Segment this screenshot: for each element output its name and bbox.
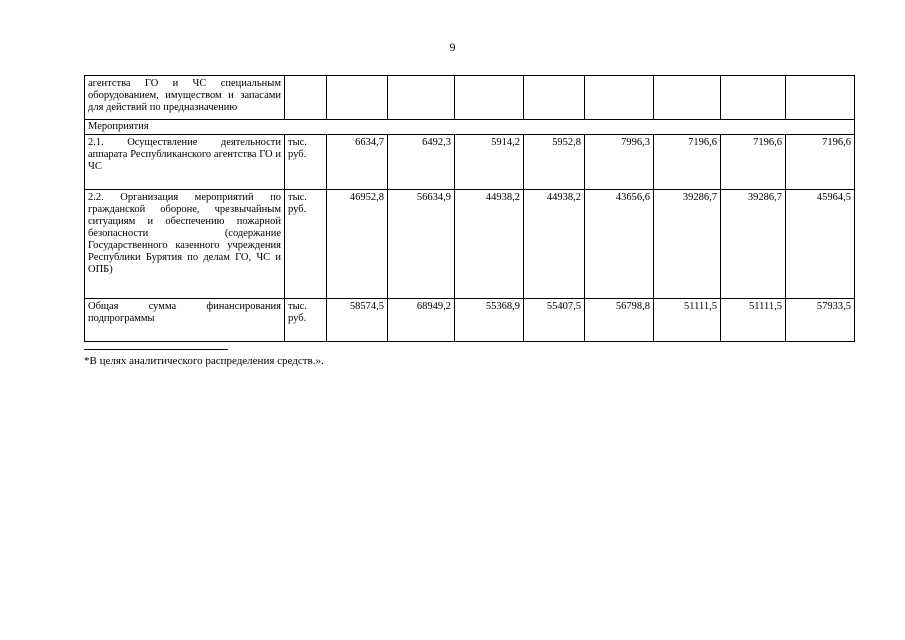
continuation-text: агентства ГО и ЧС специальным оборудованием, имуществом и запасами для действий по предназначению [85, 76, 285, 120]
value-cell: 51111,5 [654, 299, 721, 342]
value-cell: 7196,6 [654, 135, 721, 190]
empty-cell [585, 76, 654, 120]
financing-table [84, 75, 855, 342]
value-cell: 45964,5 [786, 190, 855, 299]
value-cell: 6492,3 [388, 135, 455, 190]
section-row [85, 120, 855, 135]
value-cell: 44938,2 [455, 190, 524, 299]
value-cell: 7996,3 [585, 135, 654, 190]
empty-cell [388, 76, 455, 120]
value-cell: 58574,5 [327, 299, 388, 342]
value-cell: 55407,5 [524, 299, 585, 342]
value-cell: 39286,7 [654, 190, 721, 299]
table-row [85, 190, 855, 299]
empty-cell [786, 76, 855, 120]
value-cell: 51111,5 [721, 299, 786, 342]
total-row [85, 299, 855, 342]
empty-cell [721, 76, 786, 120]
row-label: Общая сумма финансирования подпрограммы [85, 299, 285, 342]
row-unit: тыс. руб. [285, 299, 327, 342]
value-cell: 56798,8 [585, 299, 654, 342]
row-unit: тыс. руб. [285, 135, 327, 190]
value-cell: 5914,2 [455, 135, 524, 190]
section-label: Мероприятия [85, 120, 855, 135]
row-label: 2.2. Организация мероприятий по гражданской обороне, чрезвычайным ситуациям и обеспечению пожарной безопасности (содержание Государственного казенного учреждения Республики Бурятия по делам ГО, ЧС и ОПБ) [85, 190, 285, 299]
footnote-divider [84, 349, 228, 350]
row-label: 2.1. Осуществление деятельности аппарата Республиканского агентства ГО и ЧС [85, 135, 285, 190]
value-cell: 55368,9 [455, 299, 524, 342]
value-cell: 7196,6 [721, 135, 786, 190]
empty-cell [285, 76, 327, 120]
value-cell: 7196,6 [786, 135, 855, 190]
row-unit: тыс. руб. [285, 190, 327, 299]
empty-cell [455, 76, 524, 120]
page-number: 9 [449, 40, 456, 54]
value-cell: 5952,8 [524, 135, 585, 190]
value-cell: 46952,8 [327, 190, 388, 299]
continuation-row [85, 76, 855, 120]
empty-cell [327, 76, 388, 120]
table-row [85, 135, 855, 190]
footnote: *В целях аналитического распределения средств.». [84, 355, 324, 367]
value-cell: 6634,7 [327, 135, 388, 190]
value-cell: 39286,7 [721, 190, 786, 299]
empty-cell [524, 76, 585, 120]
value-cell: 43656,6 [585, 190, 654, 299]
value-cell: 44938,2 [524, 190, 585, 299]
value-cell: 57933,5 [786, 299, 855, 342]
empty-cell [654, 76, 721, 120]
value-cell: 68949,2 [388, 299, 455, 342]
value-cell: 56634,9 [388, 190, 455, 299]
